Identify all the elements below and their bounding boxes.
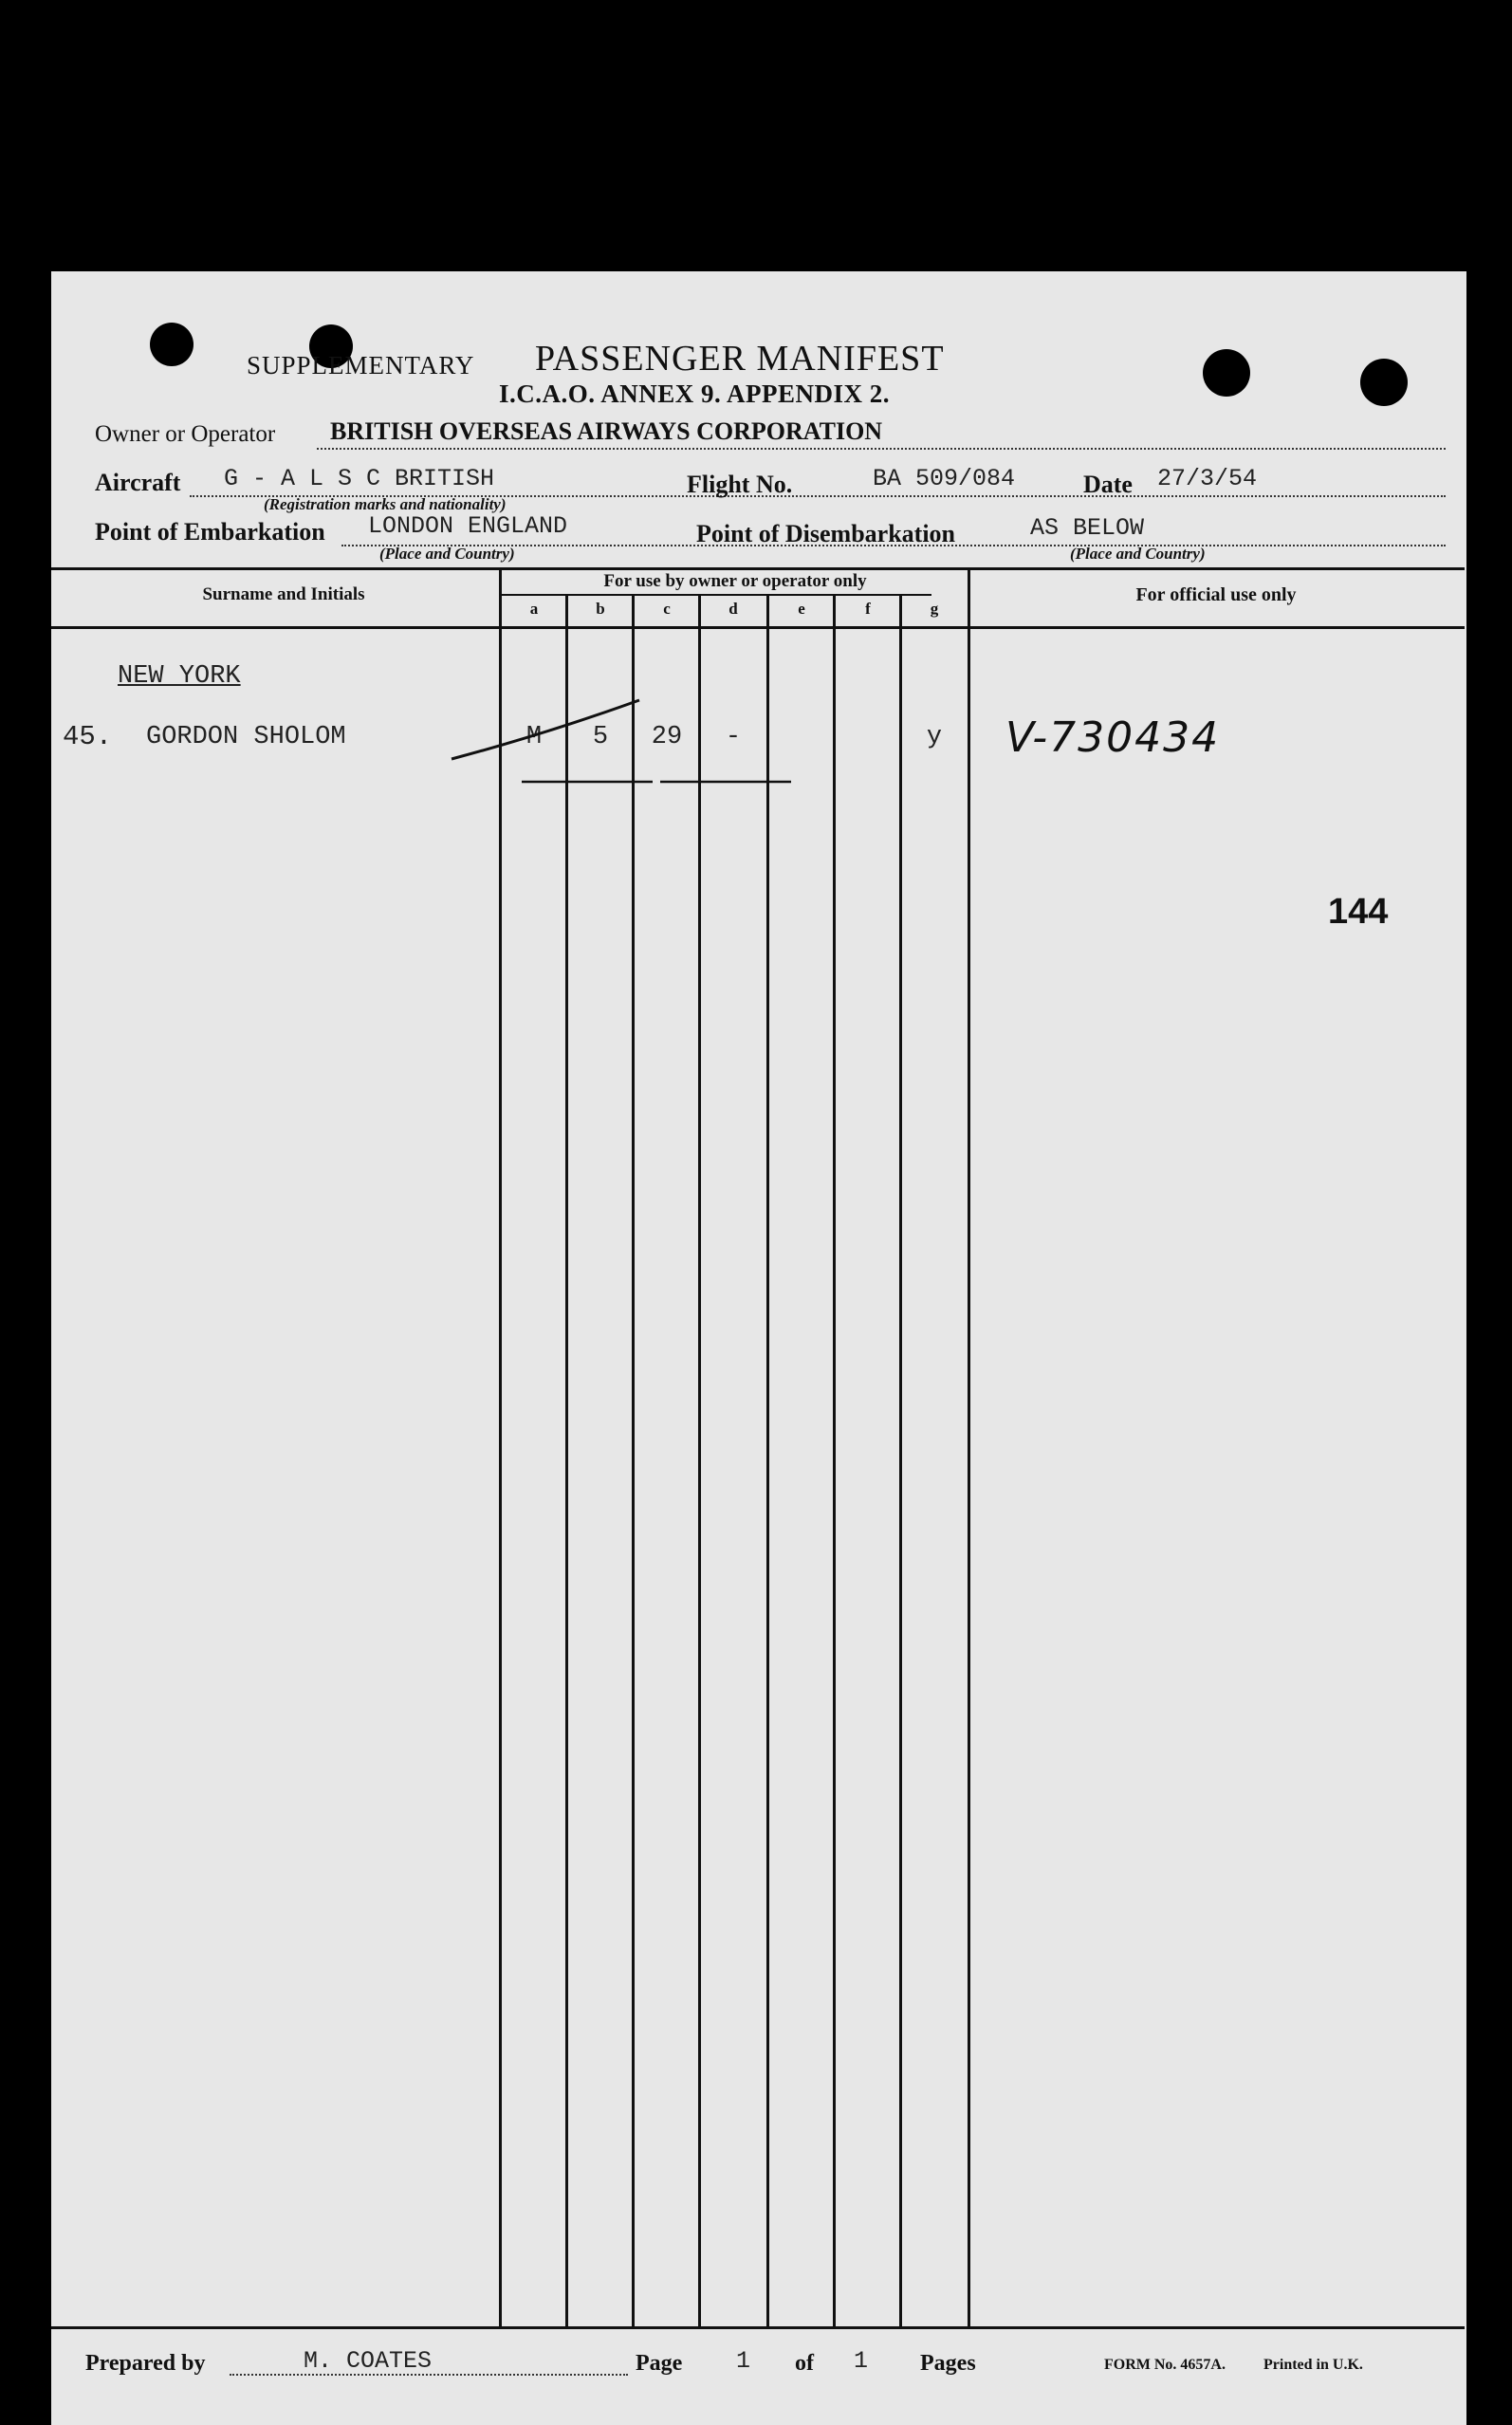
column-divider-f-g [899,596,902,2328]
column-divider-a-b [565,596,568,2328]
aircraft-label: Aircraft [95,469,181,496]
flight-value: BA 509/084 [873,465,1016,492]
supplementary-label: SUPPLEMENTARY [247,351,475,379]
of-label: of [795,2351,814,2376]
page-subtitle: I.C.A.O. ANNEX 9. APPENDIX 2. [499,379,891,408]
prepared-by-value: M. COATES [304,2347,433,2375]
owner-use-header: For use by owner or operator only [603,571,867,591]
prepared-by-label: Prepared by [85,2351,206,2376]
official-visa-number: V-730434 [1005,713,1221,762]
page-label: Page [636,2351,683,2376]
destination-heading: NEW YORK [118,662,241,691]
aircraft-value: G - A L S C BRITISH [224,465,495,492]
passenger-col-d: - [725,723,742,751]
column-header-b: b [596,600,605,618]
embarkation-label: Point of Embarkation [95,518,325,546]
page-stamp-number: 144 [1328,892,1389,932]
disembarkation-note: (Place and Country) [1070,545,1206,563]
column-header-d: d [728,600,738,618]
page-title: PASSENGER MANIFEST [535,339,945,379]
column-header-g: g [930,600,939,618]
passenger-col-b: 5 [592,723,609,751]
disembarkation-value: AS BELOW [1030,514,1145,542]
pen-strike-line [452,700,639,759]
owner-label: Owner or Operator [95,421,276,447]
embarkation-value: LONDON ENGLAND [368,512,568,540]
disembarkation-label: Point of Disembarkation [696,520,955,547]
passenger-name: GORDON SHOLOM [146,723,346,751]
official-use-header: For official use only [1135,584,1297,605]
page-count-value: 1 [854,2347,869,2375]
passenger-col-a: M [526,723,543,751]
embarkation-note: (Place and Country) [379,545,515,563]
passenger-col-c: 29 [651,723,683,751]
form-number: FORM No. 4657A. [1104,2357,1226,2373]
date-label: Date [1083,471,1133,498]
flight-label: Flight No. [687,471,793,498]
pen-marks [51,271,1466,841]
passenger-row-number: 45. [63,721,113,752]
date-value: 27/3/54 [1157,465,1258,492]
owner-value: BRITISH OVERSEAS AIRWAYS CORPORATION [330,417,883,445]
pages-label: Pages [920,2351,976,2376]
manifest-sheet [51,271,1466,2425]
table-bottom-rule [51,2326,1465,2329]
column-header-a: a [529,600,539,618]
aircraft-note: (Registration marks and nationality) [264,495,507,513]
printed-in: Printed in U.K. [1263,2357,1363,2373]
column-header-e: e [798,600,805,618]
column-divider-e-f [833,596,836,2328]
page-number-value: 1 [736,2347,751,2375]
column-divider-b-c [632,596,635,2328]
surname-header: Surname and Initials [202,584,365,604]
column-divider-c-d [698,596,701,2328]
column-divider-d-e [766,596,769,2328]
column-header-c: c [663,600,671,618]
column-header-f: f [865,600,871,618]
passenger-col-g: y [926,723,943,751]
